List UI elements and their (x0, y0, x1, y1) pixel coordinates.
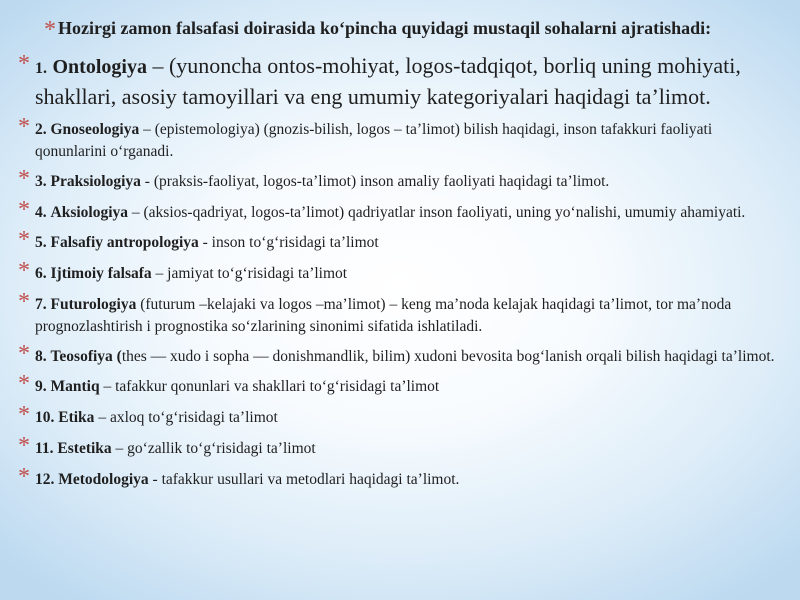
bullet-asterisk-icon: * (18, 289, 30, 315)
bullet-asterisk-icon: * (18, 114, 30, 140)
bullet-asterisk-icon: * (18, 258, 30, 284)
item-term: Mantiq (50, 378, 100, 395)
item-number: 9. (35, 378, 47, 395)
item-term: Teosofiya ( (50, 348, 122, 365)
bullet-asterisk-icon: * (18, 197, 30, 223)
item-description: – axloq to‘g‘risidagi ta’limot (94, 409, 278, 426)
list-item (18, 258, 780, 285)
item-term: Aksiologiya (50, 204, 129, 221)
item-description: – jamiyat to‘g‘risidagi ta’limot (151, 265, 348, 282)
list-item (18, 433, 780, 460)
bullet-asterisk-icon: * (18, 341, 30, 367)
item-number: 5. (35, 234, 47, 251)
bullet-asterisk-icon: * (18, 433, 30, 459)
bullet-asterisk-icon: * (18, 51, 30, 77)
item-description: – go‘zallik to‘g‘risidagi ta’limot (111, 440, 316, 457)
item-number: 10. (35, 409, 55, 426)
item-description: – tafakkur qonunlari va shakllari to‘g‘risidagi ta’limot (99, 378, 440, 395)
item-term: Gnoseologiya (50, 121, 140, 138)
item-term: Futurologiya (50, 296, 137, 313)
list-item (18, 402, 780, 429)
item-number: 12. (35, 471, 55, 488)
item-description: thes — xudo i sopha — donishmandlik, bilim) xudoni bevosita bog‘lanish orqali bilish haqidagi ta’limot. (121, 348, 775, 365)
list-item (18, 371, 780, 398)
item-number: 1. (35, 60, 47, 77)
item-term: Ontologiya (52, 56, 147, 78)
item-number: 4. (35, 204, 47, 221)
topics-list (20, 52, 780, 500)
item-number: 3. (35, 173, 47, 190)
list-item (20, 52, 780, 111)
item-description: - tafakkur usullari va metodlari haqidagi ta’limot. (148, 471, 460, 488)
item-term: Estetika (57, 440, 112, 457)
item-number: 11. (35, 440, 54, 457)
list-item (18, 227, 780, 254)
list-item (18, 197, 780, 224)
bullet-asterisk-icon: * (18, 227, 30, 253)
bullet-asterisk-icon: * (18, 464, 30, 490)
item-description: – (epistemologiya) (gnozis-bilish, logos – ta’limot) bilish haqidagi, inson tafakkuri faoliyati qonunlarini o‘rganadi. (35, 121, 713, 160)
item-term: Falsafiy antropologiya (50, 234, 199, 251)
bullet-asterisk-icon: * (18, 371, 30, 397)
item-term: Metodologiya (58, 471, 149, 488)
item-description: (futurum –kelajaki va logos –ma’limot) – keng ma’noda kelajak haqidagi ta’limot, tor ma’noda prognozlashtirish i prognostika so‘zlarining sinonimi sifatida ishlatiladi. (35, 296, 732, 335)
list-item (18, 341, 780, 368)
item-description: - (praksis-faoliyat, logos-ta’limot) inson amaliy faoliyati haqidagi ta’limot. (140, 173, 610, 190)
item-description: – (aksios-qadriyat, logos-ta’limot) qadriyatlar inson faoliyati, uning yo‘nalishi, umumiy ahamiyati. (128, 204, 746, 221)
item-term: Ijtimoiy falsafa (50, 265, 152, 282)
item-term: Etika (58, 409, 95, 426)
list-item (18, 464, 780, 491)
item-number: 7. (35, 296, 47, 313)
bullet-asterisk-icon: * (18, 166, 30, 192)
list-item (18, 166, 780, 193)
bullet-asterisk-icon: * (18, 402, 30, 428)
list-item (18, 289, 780, 338)
item-number: 2. (35, 121, 47, 138)
item-description: – (yunoncha ontos-mohiyat, logos-tadqiqot, borliq uning mohiyati, shakllari, asosiy tamoyillari va eng umumiy kategoriyalari haqidagi ta’limot. (35, 53, 741, 109)
bullet-asterisk-icon: * (44, 17, 56, 43)
item-number: 6. (35, 265, 47, 282)
item-description: - inson to‘g‘risidagi ta’limot (198, 234, 379, 251)
slide-title (44, 17, 784, 44)
item-number: 8. (35, 348, 47, 365)
item-term: Praksiologiya (50, 173, 141, 190)
slide-title-text: Hozirgi zamon falsafasi doirasida ko‘pincha quyidagi mustaqil sohalarni ajratishadi: (58, 18, 712, 38)
list-item (18, 114, 780, 163)
